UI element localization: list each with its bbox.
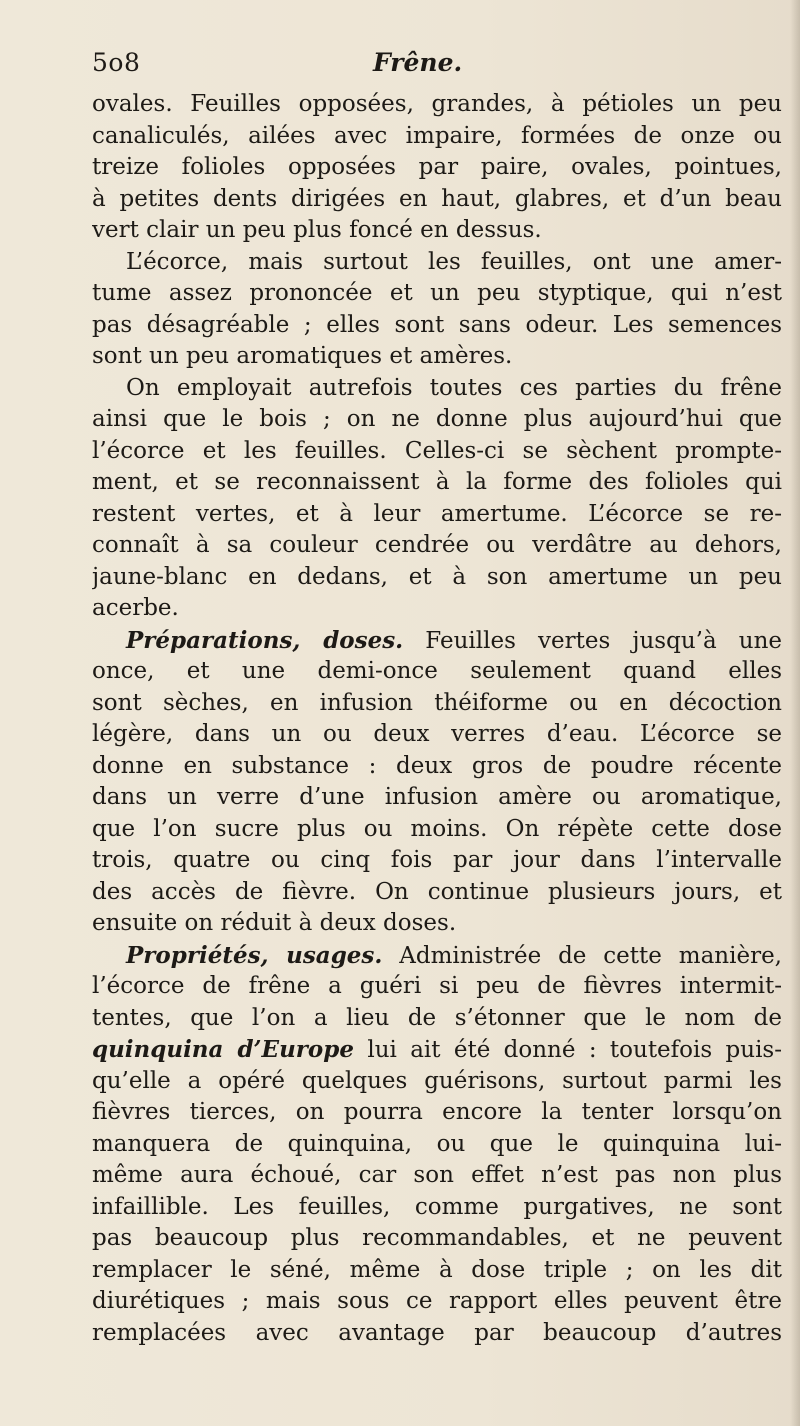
text-line: ensuite on réduit à deux doses.: [92, 910, 457, 936]
text-line: des accès de fièvre. On continue plusieurs jours, et: [92, 878, 782, 905]
page-edge-shadow: [790, 0, 800, 1426]
text-line: remplacées avec avantage par beaucoup d’autres: [92, 1319, 782, 1346]
text-line: pas désagréable ; elles sont sans odeur. Les semences: [92, 311, 782, 338]
text-line: restent vertes, et à leur amertume. L’écorce se re-: [92, 500, 782, 527]
text-run: Feuilles vertes jusqu’à une: [425, 627, 782, 654]
text-line: tume assez prononcée et un peu styptique, qui n’est: [92, 280, 782, 306]
text-line-quinquina: [92, 1034, 782, 1066]
paragraph-start-proprietes: [92, 940, 782, 972]
text-run: Administrée de cette manière,: [399, 942, 782, 969]
text-line: ovales. Feuilles opposées, grandes, à pétioles un peu: [92, 91, 782, 117]
paragraph-start: L’écorce, mais surtout les feuilles, ont une amer-: [126, 248, 782, 275]
text-line: dans un verre d’une infusion amère ou aromatique,: [92, 784, 782, 810]
text-line: infaillible. Les feuilles, comme purgatives, ne sont: [92, 1193, 782, 1220]
text-line: ainsi que le bois ; on ne donne plus aujourd’hui que: [92, 406, 782, 432]
running-title: Frêne.: [373, 48, 463, 77]
text-line: l’écorce et les feuilles. Celles-ci se sèchent prompte-: [92, 437, 782, 464]
italic-term-quinquina: quinquina d’Europe: [92, 1036, 354, 1063]
text-line: tentes, que l’on a lieu de s’étonner que le nom de: [92, 1004, 782, 1031]
text-line: sont un peu aromatiques et amères.: [92, 343, 513, 369]
page-number: 5o8: [92, 48, 141, 77]
text-line: l’écorce de frêne a guéri si peu de fièvres intermit-: [92, 973, 782, 999]
text-line: treize folioles opposées par paire, ovales, pointues,: [92, 154, 782, 180]
text-line: fièvres tierces, on pourra encore la tenter lorsqu’on: [92, 1099, 782, 1125]
text-line: acerbe.: [92, 595, 179, 621]
paragraph-start-preparations: [92, 625, 782, 657]
text-line: canaliculés, ailées avec impaire, formées de onze ou: [92, 122, 782, 149]
text-line: qu’elle a opéré quelques guérisons, surtout parmi les: [92, 1067, 782, 1094]
text-line: pas beaucoup plus recommandables, et ne peuvent: [92, 1225, 782, 1251]
text-line: que l’on sucre plus ou moins. On répète cette dose: [92, 815, 782, 842]
text-line: once, et une demi-once seulement quand elles: [92, 658, 782, 684]
text-line: sont sèches, en infusion théiforme ou en décoction: [92, 689, 782, 716]
body-text: [92, 89, 782, 1349]
text-line: remplacer le séné, même à dose triple ; on les dit: [92, 1256, 782, 1283]
text-line: connaît à sa couleur cendrée ou verdâtre au dehors,: [92, 532, 782, 558]
text-line: jaune-blanc en dedans, et à son amertume un peu: [92, 563, 782, 590]
text-line: légère, dans un ou deux verres d’eau. L’écorce se: [92, 721, 782, 747]
section-heading-preparations: Préparations, doses.: [126, 626, 404, 654]
text-line: ment, et se reconnaissent à la forme des folioles qui: [92, 469, 782, 495]
text-line: manquera de quinquina, ou que le quinquina lui-: [92, 1130, 782, 1157]
text-run: lui ait été donné : toutefois puis-: [367, 1037, 782, 1063]
page-header: [92, 48, 782, 88]
paragraph-start: On employait autrefois toutes ces parties du frêne: [126, 374, 782, 401]
text-line: même aura échoué, car son effet n’est pas non plus: [92, 1162, 782, 1188]
text-line: à petites dents dirigées en haut, glabres, et d’un beau: [92, 185, 782, 212]
text-line: donne en substance : deux gros de poudre récente: [92, 752, 782, 779]
text-line: diurétiques ; mais sous ce rapport elles peuvent être: [92, 1288, 782, 1314]
section-heading-proprietes: Propriétés, usages.: [126, 941, 383, 969]
text-line: vert clair un peu plus foncé en dessus.: [92, 217, 542, 243]
text-line: trois, quatre ou cinq fois par jour dans l’intervalle: [92, 847, 782, 873]
